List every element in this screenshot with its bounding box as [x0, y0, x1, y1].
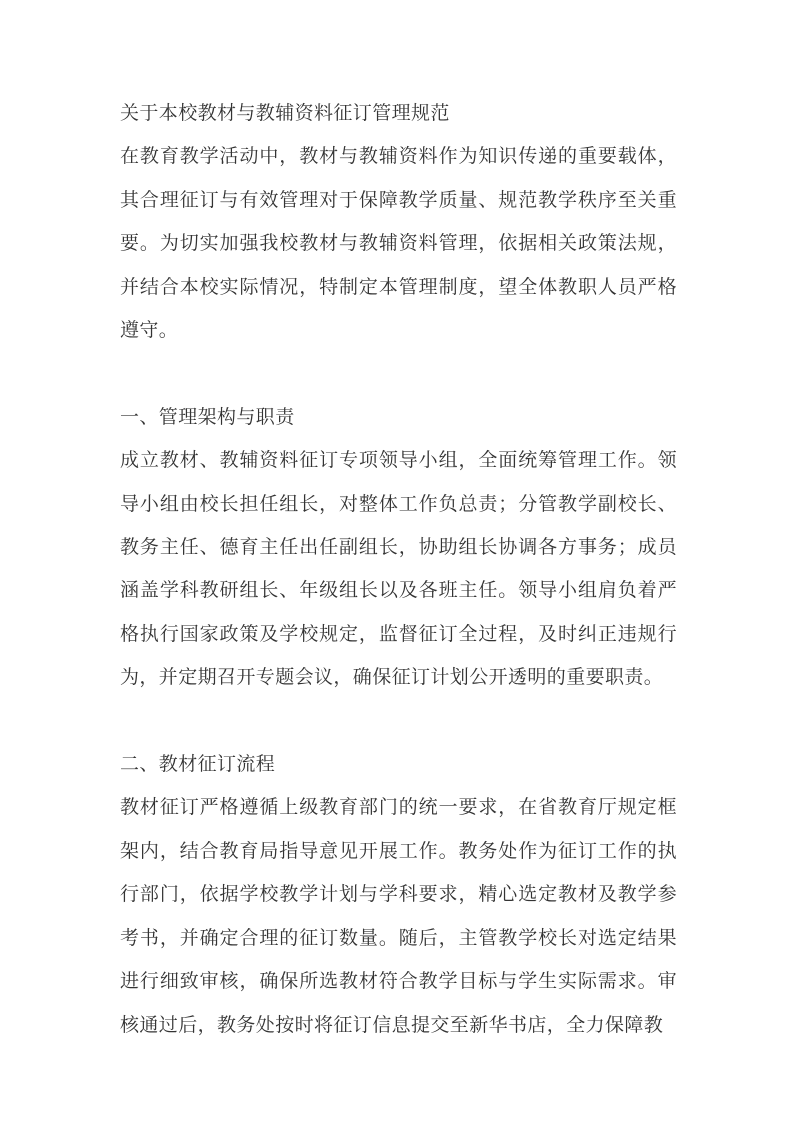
- section-1-paragraph: 成立教材、教辅资料征订专项领导小组，全面统筹管理工作。领导小组由校长担任组长，对整体工作负总责；分管教学副校长、教务主任、德育主任出任副组长，协助组长协调各方事务；成员涵盖学科教研组长、年级组长以及各班主任。领导小组肩负着严格执行国家政策及学校规定，监督征订全过程，及时纠正违规行为，并定期召开专题会议，确保征订计划公开透明的重要职责。: [120, 450, 677, 689]
- section-2-paragraph: 教材征订严格遵循上级教育部门的统一要求，在省教育厅规定框架内，结合教育局指导意见开展工作。教务处作为征订工作的执行部门，依据学校教学计划与学科要求，精心选定教材及教学参考书，并确定合理的征订数量。随后，主管教学校长对选定结果进行细致审核，确保所选教材符合教学目标与学生实际需求。审核通过后，教务处按时将征订信息提交至新华书店，全力保障教: [120, 797, 677, 1036]
- document-title: 关于本校教材与教辅资料征订管理规范: [120, 103, 450, 124]
- section-2-heading: 二、教材征订流程: [120, 754, 276, 776]
- intro-paragraph: 在教育教学活动中，教材与教辅资料作为知识传递的重要载体，其合理征订与有效管理对于保障教学质量、规范教学秩序至关重要。为切实加强我校教材与教辅资料管理，依据相关政策法规，并结合本校实际情况，特制定本管理制度，望全体教职人员严格遵守。: [120, 146, 677, 342]
- document-content: [120, 92, 677, 1047]
- section-1-heading: 一、管理架构与职责: [120, 406, 295, 428]
